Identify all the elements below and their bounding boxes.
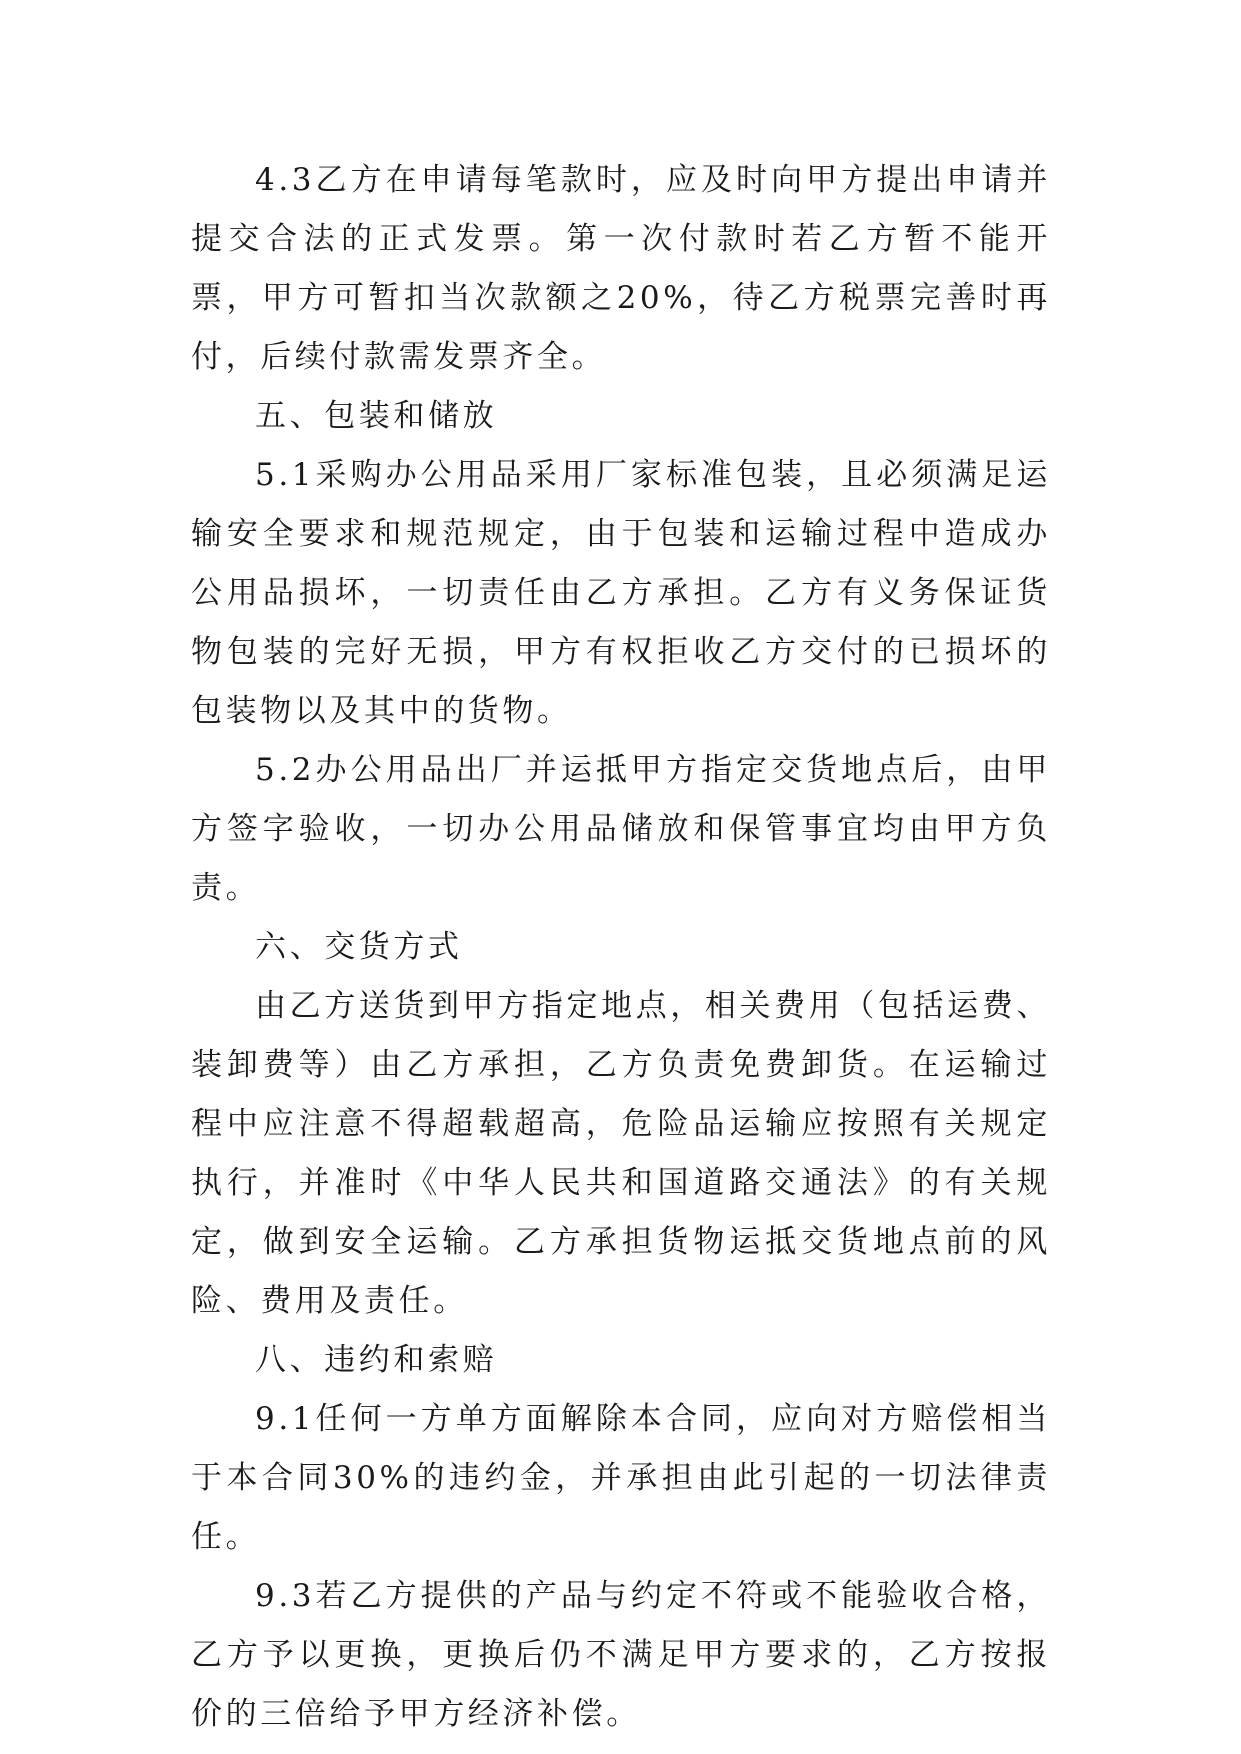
delivery-method-paragraph: 由乙方送货到甲方指定地点，相关费用（包括运费、装卸费等）由乙方承担，乙方负责免费卸货。在运输过程中应注意不得超载超高，危险品运输应按照有关规定执行，并准时《中华人民共和国道路交通法》的有关规定，做到安全运输。乙方承担货物运抵交货地点前的风险、费用及责任。 <box>191 988 1051 1319</box>
section-8-heading: 八、违约和索赔 <box>255 1342 498 1378</box>
document-body <box>191 151 1051 1744</box>
clause-4-3-paragraph: 4.3乙方在申请每笔款时，应及时向甲方提出申请并提交合法的正式发票。第一次付款时若乙方暂不能开票，甲方可暂扣当次款额之20%，待乙方税票完善时再付，后续付款需发票齐全。 <box>191 162 1051 375</box>
clause-9-3-paragraph: 9.3若乙方提供的产品与约定不符或不能验收合格，乙方予以更换，更换后仍不满足甲方要求的，乙方按报价的三倍给予甲方经济补偿。 <box>191 1578 1051 1732</box>
clause-9-1-paragraph: 9.1任何一方单方面解除本合同，应向对方赔偿相当于本合同30%的违约金，并承担由此引起的一切法律责任。 <box>191 1401 1051 1555</box>
section-6-heading: 六、交货方式 <box>255 929 463 965</box>
section-5-heading: 五、包装和储放 <box>255 398 498 434</box>
clause-5-2-paragraph: 5.2办公用品出厂并运抵甲方指定交货地点后，由甲方签字验收，一切办公用品储放和保管事宜均由甲方负责。 <box>191 752 1051 906</box>
clause-5-1-paragraph: 5.1采购办公用品采用厂家标准包装，且必须满足运输安全要求和规范规定，由于包装和运输过程中造成办公用品损坏，一切责任由乙方承担。乙方有义务保证货物包装的完好无损，甲方有权拒收乙方交付的已损坏的包装物以及其中的货物。 <box>191 457 1051 729</box>
